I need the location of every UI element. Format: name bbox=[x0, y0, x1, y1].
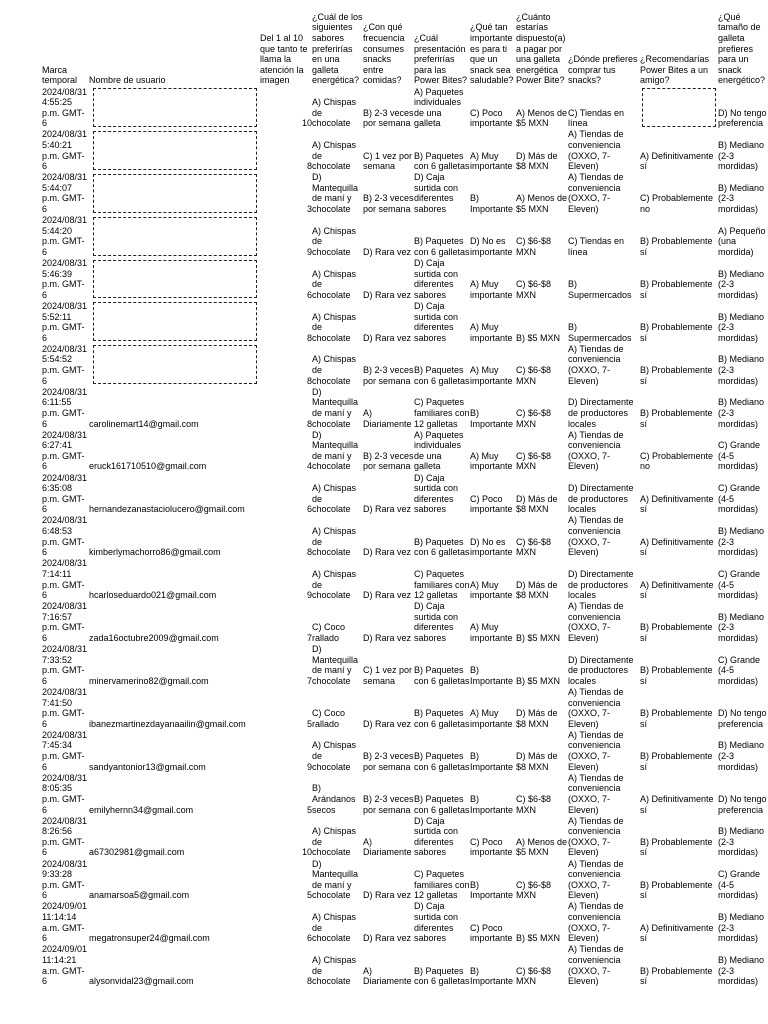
timestamp-cell: 2024/08/31 6:27:41 p.m. GMT-6 bbox=[42, 429, 88, 472]
frequency-cell: D) Rara vez bbox=[363, 504, 412, 515]
timestamp-cell: 2024/08/31 5:44:07 p.m. GMT-6 bbox=[42, 172, 88, 215]
timestamp-cell: 2024/08/31 5:52:11 p.m. GMT-6 bbox=[42, 300, 88, 343]
place-cell: C) Tiendas en línea bbox=[568, 236, 625, 257]
frequency-cell: B) 2-3 veces por semana bbox=[363, 365, 414, 386]
flavor-cell: A) Chispas de chocolate bbox=[312, 912, 357, 944]
table-row bbox=[42, 944, 768, 987]
price-cell: B) $5 MXN bbox=[516, 933, 561, 944]
rating-cell: 5 bbox=[306, 718, 312, 729]
health-cell: D) No es importante bbox=[470, 236, 513, 257]
price-cell: A) Menos de $5 MXN bbox=[516, 836, 568, 858]
recommend-cell: A) Definitivamente sí bbox=[640, 579, 714, 601]
price-cell: A) Menos de $5 MXN bbox=[516, 107, 568, 129]
flavor-cell: A) Chispas de chocolate bbox=[312, 954, 357, 987]
presentation-cell: A) Paquetes individuales de una galleta bbox=[414, 429, 464, 472]
price-cell: D) Más de $8 MXN bbox=[516, 751, 558, 772]
health-cell: A) Muy importante bbox=[470, 365, 513, 386]
presentation-cell: A) Paquetes individuales de una galleta bbox=[414, 86, 464, 129]
recommend-cell: B) Probablemente sí bbox=[640, 322, 713, 343]
timestamp-cell: 2024/09/01 11:14:21 a.m. GMT-6 bbox=[42, 944, 88, 987]
price-cell: D) Más de $8 MXN bbox=[516, 493, 558, 515]
size-cell: B) Mediano (2-3 mordidas) bbox=[718, 912, 765, 944]
redacted-recommend bbox=[642, 88, 716, 127]
rating-cell: 5 bbox=[306, 890, 312, 901]
presentation-cell: B) Paquetes con 6 galletas bbox=[414, 536, 470, 558]
price-cell: B) $5 MXN bbox=[516, 675, 561, 686]
size-cell: C) Grande (4-5 mordidas) bbox=[718, 869, 761, 901]
flavor-cell: A) Chispas de chocolate bbox=[312, 740, 357, 772]
timestamp-cell: 2024/08/31 9:33:28 p.m. GMT-6 bbox=[42, 858, 88, 901]
frequency-cell: B) 2-3 veces por semana bbox=[363, 751, 414, 772]
place-cell: A) Tiendas de conveniencia (OXXO, 7-Eleven) bbox=[568, 815, 624, 858]
rating-cell: 3 bbox=[306, 204, 312, 215]
flavor-cell: D) Mantequilla de maní y chocolate bbox=[312, 172, 359, 215]
health-cell: A) Muy importante bbox=[470, 322, 513, 343]
health-cell: D) No es importante bbox=[470, 536, 513, 558]
size-cell: D) No tengo preferencia bbox=[718, 793, 767, 815]
size-cell: B) Mediano (2-3 mordidas) bbox=[718, 611, 765, 643]
frequency-cell: B) 2-3 veces por semana bbox=[363, 450, 414, 472]
rating-cell: 10 bbox=[301, 118, 312, 129]
frequency-cell: B) 2-3 veces por semana bbox=[363, 793, 414, 815]
size-cell: B) Mediano (2-3 mordidas) bbox=[718, 954, 765, 987]
rating-cell: 9 bbox=[306, 246, 312, 257]
rating-cell: 10 bbox=[301, 847, 312, 858]
recommend-cell: B) Probablemente sí bbox=[640, 622, 713, 643]
timestamp-cell: 2024/08/31 7:33:52 p.m. GMT-6 bbox=[42, 644, 88, 686]
column-header-health-importance: ¿Qué tan importante es para ti que un snack sea saludable? bbox=[470, 22, 514, 86]
table-row bbox=[42, 386, 768, 429]
rating-cell: 8 bbox=[306, 976, 312, 987]
column-header-snack-frequency: ¿Con qué frecuencia consumes snacks entre comidas? bbox=[363, 22, 405, 86]
flavor-cell: C) Coco rallado bbox=[312, 708, 346, 729]
redacted-username bbox=[93, 217, 257, 256]
table-row bbox=[42, 172, 768, 215]
presentation-cell: D) Caja surtida con diferentes sabores bbox=[414, 815, 459, 858]
recommend-cell: B) Probablemente sí bbox=[640, 879, 713, 901]
frequency-cell: D) Rara vez bbox=[363, 632, 412, 643]
rating-cell: 8 bbox=[306, 547, 312, 558]
rating-cell: 6 bbox=[306, 504, 312, 515]
price-cell: C) $6-$8 MXN bbox=[516, 407, 552, 429]
price-cell: A) Menos de $5 MXN bbox=[516, 193, 568, 215]
size-cell: B) Mediano (2-3 mordidas) bbox=[718, 526, 765, 558]
place-cell: A) Tiendas de conveniencia (OXXO, 7-Eleven) bbox=[568, 429, 624, 472]
place-cell: A) Tiendas de conveniencia (OXXO, 7-Eleven) bbox=[568, 129, 624, 172]
table-row bbox=[42, 258, 768, 301]
place-cell: A) Tiendas de conveniencia (OXXO, 7-Eleven) bbox=[568, 686, 624, 729]
frequency-cell: A) Diariamente bbox=[363, 836, 412, 858]
username-cell: emilyhernn34@gmail.com bbox=[89, 804, 194, 815]
frequency-cell: C) 1 vez por semana bbox=[363, 665, 413, 686]
timestamp-cell: 2024/08/31 5:44:20 p.m. GMT-6 bbox=[42, 215, 88, 257]
presentation-cell: D) Caja surtida con diferentes sabores bbox=[414, 601, 459, 643]
presentation-cell: B) Paquetes con 6 galletas bbox=[414, 708, 470, 729]
table-row bbox=[42, 472, 768, 515]
recommend-cell: B) Probablemente sí bbox=[640, 365, 713, 386]
flavor-cell: D) Mantequilla de maní y chocolate bbox=[312, 429, 359, 472]
health-cell: A) Muy importante bbox=[470, 579, 513, 601]
rating-cell: 6 bbox=[306, 933, 312, 944]
health-cell: C) Poco importante bbox=[470, 836, 513, 858]
redacted-username bbox=[93, 88, 257, 127]
timestamp-cell: 2024/08/31 7:14:11 p.m. GMT-6 bbox=[42, 558, 88, 601]
size-cell: B) Mediano (2-3 mordidas) bbox=[718, 182, 765, 215]
place-cell: C) Tiendas en línea bbox=[568, 107, 625, 129]
frequency-cell: D) Rara vez bbox=[363, 718, 412, 729]
username-cell bbox=[89, 258, 260, 301]
size-cell: B) Mediano (2-3 mordidas) bbox=[718, 740, 765, 772]
price-cell: D) Más de $8 MXN bbox=[516, 708, 558, 729]
survey-responses-table bbox=[42, 0, 768, 987]
health-cell: B) Importante bbox=[470, 965, 514, 987]
timestamp-cell: 2024/08/31 6:35:08 p.m. GMT-6 bbox=[42, 472, 88, 515]
recommend-cell: B) Probablemente sí bbox=[640, 279, 713, 300]
rating-cell: 8 bbox=[306, 418, 312, 429]
presentation-cell: C) Paquetes familiares con 12 galletas bbox=[414, 568, 470, 601]
redacted-username bbox=[93, 302, 257, 341]
timestamp-cell: 2024/08/31 5:54:52 p.m. GMT-6 bbox=[42, 343, 88, 386]
flavor-cell: A) Chispas de chocolate bbox=[312, 225, 357, 257]
place-cell: A) Tiendas de conveniencia (OXXO, 7-Eleven) bbox=[568, 901, 624, 944]
recommend-cell bbox=[640, 86, 718, 129]
recommend-cell: A) Definitivamente sí bbox=[640, 922, 714, 944]
presentation-cell: D) Caja surtida con diferentes sabores bbox=[414, 901, 459, 944]
flavor-cell: A) Chispas de chocolate bbox=[312, 140, 357, 172]
size-cell: B) Mediano (2-3 mordidas) bbox=[718, 311, 765, 343]
price-cell: C) $6-$8 MXN bbox=[516, 536, 552, 558]
timestamp-cell: 2024/08/31 7:41:50 p.m. GMT-6 bbox=[42, 686, 88, 729]
recommend-cell: A) Definitivamente sí bbox=[640, 793, 714, 815]
table-row bbox=[42, 772, 768, 815]
presentation-cell: B) Paquetes con 6 galletas bbox=[414, 751, 470, 772]
timestamp-cell: 2024/08/31 7:45:34 p.m. GMT-6 bbox=[42, 729, 88, 772]
size-cell: B) Mediano (2-3 mordidas) bbox=[718, 268, 765, 300]
presentation-cell: B) Paquetes con 6 galletas bbox=[414, 236, 470, 257]
place-cell: B) Supermercados bbox=[568, 322, 632, 343]
presentation-cell: D) Caja surtida con diferentes sabores bbox=[414, 300, 459, 343]
username-cell: eruck161710510@gmail.com bbox=[89, 461, 207, 472]
rating-cell: 8 bbox=[306, 332, 312, 343]
health-cell: A) Muy importante bbox=[470, 622, 513, 643]
column-header-purchase-place: ¿Dónde prefieres comprar tus snacks? bbox=[568, 54, 638, 86]
health-cell: C) Poco importante bbox=[470, 922, 513, 944]
recommend-cell: B) Probablemente sí bbox=[640, 407, 713, 429]
flavor-cell: A) Chispas de chocolate bbox=[312, 354, 357, 386]
price-cell: B) $5 MXN bbox=[516, 632, 561, 643]
username-cell: zada16octubre2009@gmail.com bbox=[89, 632, 219, 643]
rating-cell: 7 bbox=[306, 632, 312, 643]
price-cell: B) $5 MXN bbox=[516, 332, 561, 343]
size-cell: B) Mediano (2-3 mordidas) bbox=[718, 140, 765, 172]
table-row bbox=[42, 601, 768, 644]
username-cell bbox=[89, 129, 260, 172]
table-row bbox=[42, 815, 768, 858]
flavor-cell: B) Arándanos secos bbox=[312, 783, 356, 815]
presentation-cell: C) Paquetes familiares con 12 galletas bbox=[414, 397, 470, 429]
table-row bbox=[42, 558, 768, 601]
presentation-cell: B) Paquetes con 6 galletas bbox=[414, 793, 470, 815]
health-cell: B) Importante bbox=[470, 793, 514, 815]
presentation-cell: B) Paquetes con 6 galletas bbox=[414, 150, 470, 172]
health-cell: B) Importante bbox=[470, 193, 514, 215]
health-cell: B) Importante bbox=[470, 751, 514, 772]
place-cell: A) Tiendas de conveniencia (OXXO, 7-Eleven) bbox=[568, 858, 624, 901]
flavor-cell: D) Mantequilla de maní y chocolate bbox=[312, 858, 359, 901]
price-cell: D) Más de $8 MXN bbox=[516, 150, 558, 172]
flavor-cell: A) Chispas de chocolate bbox=[312, 568, 357, 601]
timestamp-cell: 2024/08/31 8:26:56 p.m. GMT-6 bbox=[42, 815, 88, 858]
frequency-cell: D) Rara vez bbox=[363, 890, 412, 901]
size-cell: C) Grande (4-5 mordidas) bbox=[718, 483, 761, 515]
rating-cell: 5 bbox=[306, 804, 312, 815]
frequency-cell: B) 2-3 veces por semana bbox=[363, 107, 414, 129]
timestamp-cell: 2024/08/31 8:05:35 p.m. GMT-6 bbox=[42, 772, 88, 815]
rating-cell: 6 bbox=[306, 289, 312, 300]
frequency-cell: C) 1 vez por semana bbox=[363, 150, 413, 172]
frequency-cell: D) Rara vez bbox=[363, 332, 412, 343]
size-cell: B) Mediano (2-3 mordidas) bbox=[718, 826, 765, 858]
size-cell: A) Pequeño (una mordida) bbox=[718, 225, 766, 257]
column-header-presentation: ¿Cuál presentación preferirías para las Power Bites? bbox=[414, 33, 468, 86]
price-cell: C) $6-$8 MXN bbox=[516, 450, 552, 472]
column-header-timestamp: Marca temporal bbox=[42, 64, 78, 86]
place-cell: A) Tiendas de conveniencia (OXXO, 7-Eleven) bbox=[568, 944, 624, 987]
presentation-cell: D) Caja surtida con diferentes sabores bbox=[414, 472, 459, 515]
header-row bbox=[42, 0, 768, 86]
username-cell: sandyantonior13@gmail.com bbox=[89, 761, 206, 772]
rating-cell: 7 bbox=[306, 675, 312, 686]
recommend-cell: A) Definitivamente sí bbox=[640, 536, 714, 558]
price-cell: C) $6-$8 MXN bbox=[516, 879, 552, 901]
presentation-cell: B) Paquetes con 6 galletas bbox=[414, 965, 470, 987]
table-row bbox=[42, 343, 768, 386]
column-header-size: ¿Qué tamaño de galleta prefieres para un snack energético? bbox=[718, 11, 766, 86]
table-row bbox=[42, 86, 768, 129]
timestamp-cell: 2024/08/31 5:40:21 p.m. GMT-6 bbox=[42, 129, 88, 172]
rating-cell: 9 bbox=[306, 761, 312, 772]
size-cell: C) Grande (4-5 mordidas) bbox=[718, 568, 761, 601]
recommend-cell: C) Probablemente no bbox=[640, 193, 714, 215]
column-header-image-rating: Del 1 al 10 que tanto te llama la atención la imagen bbox=[260, 33, 308, 86]
health-cell: A) Muy importante bbox=[470, 279, 513, 300]
timestamp-cell: 2024/09/01 11:14:14 a.m. GMT-6 bbox=[42, 901, 88, 944]
health-cell: A) Muy importante bbox=[470, 150, 513, 172]
rating-cell: 4 bbox=[306, 461, 312, 472]
presentation-cell: C) Paquetes familiares con 12 galletas bbox=[414, 869, 470, 901]
health-cell: C) Poco importante bbox=[470, 493, 513, 515]
size-cell: D) No tengo preferencia bbox=[718, 708, 767, 729]
place-cell: D) Directamente de productores locales bbox=[568, 397, 634, 429]
price-cell: C) $6-$8 MXN bbox=[516, 365, 552, 386]
size-cell: B) Mediano (2-3 mordidas) bbox=[718, 354, 765, 386]
price-cell: C) $6-$8 MXN bbox=[516, 236, 552, 257]
table-row bbox=[42, 858, 768, 901]
place-cell: A) Tiendas de conveniencia (OXXO, 7-Eleven) bbox=[568, 172, 624, 215]
price-cell: C) $6-$8 MXN bbox=[516, 793, 552, 815]
size-cell: C) Grande (4-5 mordidas) bbox=[718, 654, 761, 686]
flavor-cell: D) Mantequilla de maní y chocolate bbox=[312, 386, 359, 429]
timestamp-cell: 2024/08/31 6:48:53 p.m. GMT-6 bbox=[42, 515, 88, 558]
table-row bbox=[42, 215, 768, 258]
table-row bbox=[42, 686, 768, 729]
price-cell: C) $6-$8 MXN bbox=[516, 279, 552, 300]
presentation-cell: D) Caja surtida con diferentes sabores bbox=[414, 172, 459, 215]
presentation-cell: B) Paquetes con 6 galletas bbox=[414, 365, 470, 386]
health-cell: B) Importante bbox=[470, 665, 514, 686]
size-cell: C) Grande (4-5 mordidas) bbox=[718, 440, 761, 472]
username-cell: ibanezmartinezdayanaailin@gmail.com bbox=[89, 718, 246, 729]
recommend-cell: B) Probablemente sí bbox=[640, 708, 713, 729]
redacted-username bbox=[93, 345, 257, 384]
health-cell: A) Muy importante bbox=[470, 450, 513, 472]
table-row bbox=[42, 429, 768, 472]
timestamp-cell: 2024/08/31 5:46:39 p.m. GMT-6 bbox=[42, 258, 88, 300]
health-cell: C) Poco importante bbox=[470, 107, 513, 129]
rating-cell: 8 bbox=[306, 161, 312, 172]
redacted-username bbox=[93, 131, 257, 170]
place-cell: D) Directamente de productores locales bbox=[568, 568, 634, 601]
username-cell: hernandezanastaciolucero@gmail.com bbox=[89, 504, 245, 515]
place-cell: D) Directamente de productores locales bbox=[568, 483, 634, 515]
username-cell: a67302981@gmail.com bbox=[89, 847, 185, 858]
health-cell: A) Muy importante bbox=[470, 708, 513, 729]
flavor-cell: A) Chispas de chocolate bbox=[312, 483, 357, 515]
place-cell: B) Supermercados bbox=[568, 279, 632, 300]
price-cell: C) $6-$8 MXN bbox=[516, 965, 552, 987]
redacted-username bbox=[93, 174, 257, 213]
username-cell: minervamerino82@gmail.com bbox=[89, 675, 209, 686]
flavor-cell: A) Chispas de chocolate bbox=[312, 311, 357, 343]
frequency-cell: A) Diariamente bbox=[363, 407, 412, 429]
username-cell: carolinemart14@gmail.com bbox=[89, 418, 199, 429]
table-row bbox=[42, 300, 768, 343]
place-cell: A) Tiendas de conveniencia (OXXO, 7-Eleven) bbox=[568, 343, 624, 386]
flavor-cell: A) Chispas de chocolate bbox=[312, 97, 357, 129]
timestamp-cell: 2024/08/31 7:16:57 p.m. GMT-6 bbox=[42, 601, 88, 643]
username-cell bbox=[89, 300, 260, 343]
recommend-cell: B) Probablemente sí bbox=[640, 665, 713, 686]
recommend-cell: B) Probablemente sí bbox=[640, 836, 713, 858]
redacted-username bbox=[93, 260, 257, 299]
size-cell: D) No tengo preferencia bbox=[718, 107, 767, 129]
username-cell bbox=[89, 215, 260, 258]
username-cell: alysonvidal23@gmail.com bbox=[89, 976, 194, 987]
health-cell: B) Importante bbox=[470, 879, 514, 901]
username-cell bbox=[89, 86, 260, 129]
presentation-cell: D) Caja surtida con diferentes sabores bbox=[414, 258, 459, 300]
table-row bbox=[42, 644, 768, 687]
rating-cell: 8 bbox=[306, 375, 312, 386]
table-row bbox=[42, 901, 768, 944]
presentation-cell: B) Paquetes con 6 galletas bbox=[414, 665, 470, 686]
column-header-username: Nombre de usuario bbox=[89, 75, 166, 86]
username-cell bbox=[89, 343, 260, 386]
frequency-cell: D) Rara vez bbox=[363, 933, 412, 944]
size-cell: B) Mediano (2-3 mordidas) bbox=[718, 397, 765, 429]
place-cell: D) Directamente de productores locales bbox=[568, 654, 634, 686]
place-cell: A) Tiendas de conveniencia (OXXO, 7-Eleven) bbox=[568, 729, 624, 772]
username-cell: kimberlymachorro86@gmail.com bbox=[89, 547, 221, 558]
column-header-flavor: ¿Cuál de los siguientes sabores preferirías en una galleta energética? bbox=[312, 11, 363, 86]
place-cell: A) Tiendas de conveniencia (OXXO, 7-Eleven) bbox=[568, 772, 624, 815]
column-header-price: ¿Cuánto estarías dispuesto(a) a pagar por una galleta energética Power Bite? bbox=[516, 11, 566, 86]
place-cell: A) Tiendas de conveniencia (OXXO, 7-Eleven) bbox=[568, 601, 624, 643]
username-cell: anamarsoa5@gmail.com bbox=[89, 890, 190, 901]
recommend-cell: B) Probablemente sí bbox=[640, 965, 713, 987]
frequency-cell: B) 2-3 veces por semana bbox=[363, 193, 414, 215]
recommend-cell: B) Probablemente sí bbox=[640, 236, 713, 257]
frequency-cell: A) Diariamente bbox=[363, 965, 412, 987]
flavor-cell: A) Chispas de chocolate bbox=[312, 526, 357, 558]
frequency-cell: D) Rara vez bbox=[363, 289, 412, 300]
place-cell: A) Tiendas de conveniencia (OXXO, 7-Eleven) bbox=[568, 515, 624, 558]
recommend-cell: A) Definitivamente sí bbox=[640, 150, 714, 172]
frequency-cell: D) Rara vez bbox=[363, 547, 412, 558]
flavor-cell: D) Mantequilla de maní y chocolate bbox=[312, 644, 359, 686]
table-row bbox=[42, 515, 768, 558]
frequency-cell: D) Rara vez bbox=[363, 590, 412, 601]
frequency-cell: D) Rara vez bbox=[363, 246, 412, 257]
recommend-cell: A) Definitivamente sí bbox=[640, 493, 714, 515]
flavor-cell: C) Coco rallado bbox=[312, 622, 346, 643]
table-row bbox=[42, 129, 768, 172]
price-cell: D) Más de $8 MXN bbox=[516, 579, 558, 601]
rating-cell: 9 bbox=[306, 590, 312, 601]
username-cell bbox=[89, 172, 260, 215]
username-cell: megatronsuper24@gmail.com bbox=[89, 933, 210, 944]
table-row bbox=[42, 729, 768, 772]
column-header-recommend: ¿Recomendarías Power Bites a un amigo? bbox=[640, 54, 710, 86]
recommend-cell: B) Probablemente sí bbox=[640, 751, 713, 772]
flavor-cell: A) Chispas de chocolate bbox=[312, 268, 357, 300]
flavor-cell: A) Chispas de chocolate bbox=[312, 826, 357, 858]
timestamp-cell: 2024/08/31 4:55:25 p.m. GMT-6 bbox=[42, 86, 88, 129]
health-cell: B) Importante bbox=[470, 407, 514, 429]
timestamp-cell: 2024/08/31 6:11:55 p.m. GMT-6 bbox=[42, 386, 88, 429]
username-cell: hcarloseduardo021@gmail.com bbox=[89, 590, 217, 601]
recommend-cell: C) Probablemente no bbox=[640, 450, 714, 472]
